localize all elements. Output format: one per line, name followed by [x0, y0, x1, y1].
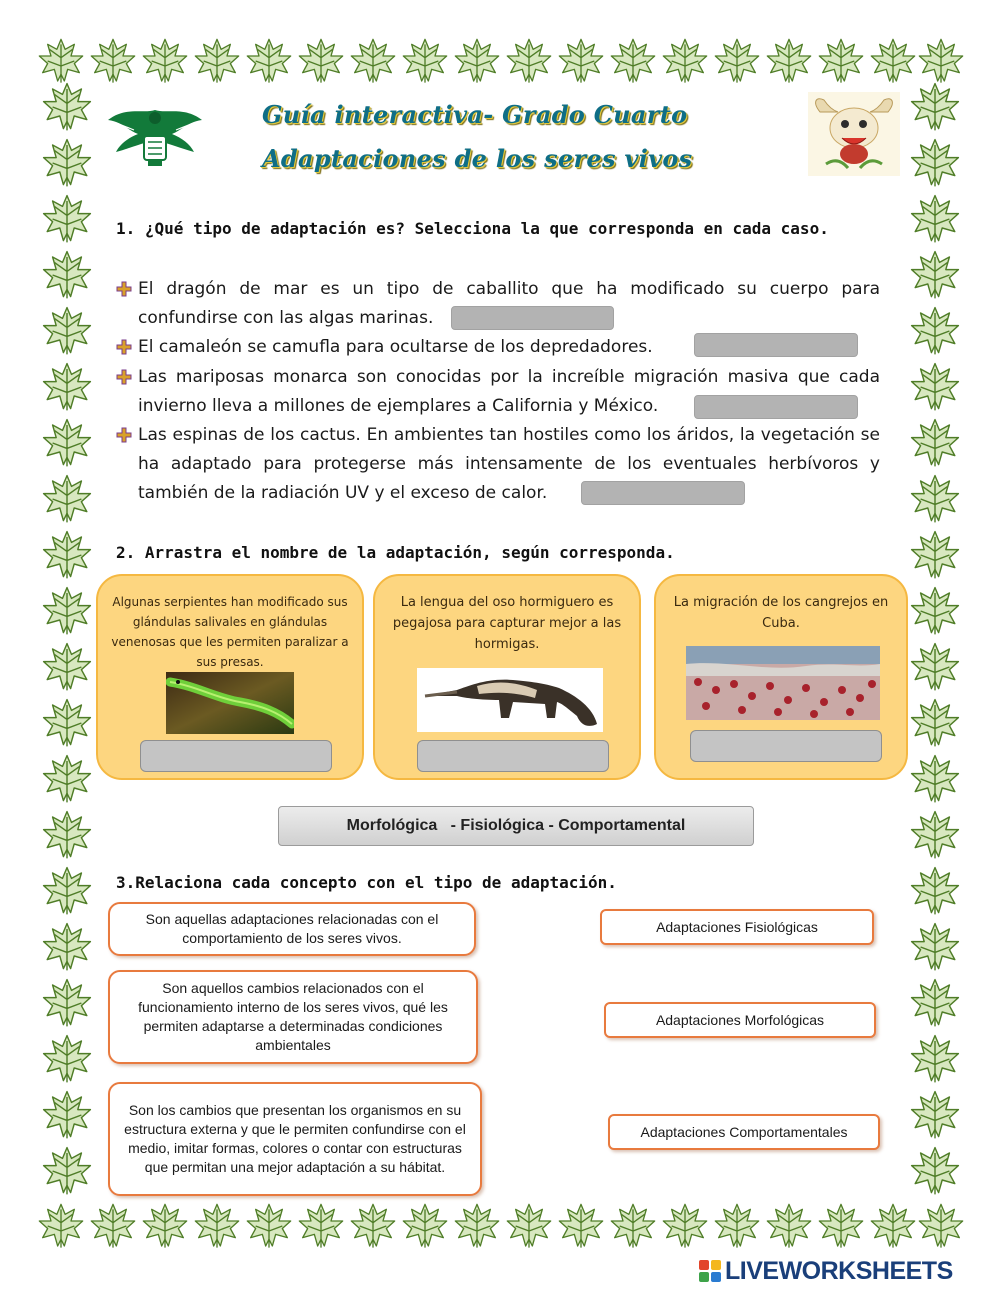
answer-select-1[interactable] — [451, 306, 614, 330]
bullet-plus-icon — [116, 281, 132, 297]
adaptation-type-box-3[interactable]: Adaptaciones Comportamentales — [608, 1114, 880, 1150]
drop-zone-2[interactable] — [417, 740, 609, 772]
anteater-photo — [417, 668, 603, 732]
card-text: Algunas serpientes han modificado sus glándulas salivales en glándulas venenosas que les permiten paralizar a sus presas. — [111, 595, 349, 669]
bull-mascot-logo-icon — [808, 92, 900, 176]
question-1-heading: 1. ¿Qué tipo de adaptación es? Selecciona la que corresponda en cada caso. — [116, 219, 829, 238]
worksheet-subtitle: Adaptaciones de los seres vivos — [262, 144, 693, 173]
statement-text: Las mariposas monarca son conocidas por la increíble migración masiva que cada invierno lleva a millones de ejemplares a California y México. — [138, 367, 880, 416]
concept-box-2[interactable]: Son aquellos cambios relacionados con el funcionamiento interno de los seres vivos, qué les permiten adaptarse a determinadas condiciones ambientales — [108, 970, 478, 1064]
drop-zone-1[interactable] — [140, 740, 332, 772]
card-snake — [96, 574, 364, 780]
card-text: La lengua del oso hormiguero es pegajosa para capturar mejor a las hormigas. — [392, 595, 622, 652]
card-text: La migración de los cangrejos en Cuba. — [673, 595, 889, 631]
bullet-plus-icon — [116, 369, 132, 385]
concept-box-1[interactable]: Son aquellas adaptaciones relacionadas con el comportamiento de los seres vivos. — [108, 902, 476, 956]
liveworksheets-logo-icon — [698, 1259, 722, 1283]
bullet-plus-icon — [116, 339, 132, 355]
word-bank-options[interactable]: Morfológica - Fisiológica - Comportamental — [278, 806, 754, 846]
statement-text: El camaleón se camufla para ocultarse de los depredadores. — [138, 337, 653, 357]
question-3-heading: 3.Relaciona cada concepto con el tipo de adaptación. — [116, 873, 617, 892]
answer-select-4[interactable] — [581, 481, 745, 505]
statement-text: Las espinas de los cactus. En ambientes tan hostiles como los áridos, la vegetación se ha adaptado para protegerse más intensamente de los eventuales herbívoros y también de la radiación UV y el exceso de calor. — [138, 425, 880, 503]
school-eagle-logo-icon — [104, 100, 206, 172]
statement-4 — [116, 421, 880, 508]
answer-select-2[interactable] — [694, 333, 858, 357]
leaf-border-right — [904, 80, 966, 1204]
drop-zone-3[interactable] — [690, 730, 882, 762]
liveworksheets-brand[interactable] — [698, 1257, 994, 1285]
worksheet-title: Guía interactiva- Grado Cuarto — [262, 100, 688, 129]
statement-text: El dragón de mar es un tipo de caballito que ha modificado su cuerpo para confundirse con las algas marinas. — [138, 279, 880, 328]
leaf-border-bottom — [36, 1198, 966, 1254]
adaptation-type-box-2[interactable]: Adaptaciones Morfológicas — [604, 1002, 876, 1038]
answer-select-3[interactable] — [694, 395, 858, 419]
brand-text: LIVEWORKSHEETS — [725, 1256, 953, 1285]
leaf-border-top — [36, 36, 966, 86]
leaf-border-left — [36, 80, 98, 1204]
bullet-plus-icon — [116, 427, 132, 443]
adaptation-type-box-1[interactable]: Adaptaciones Fisiológicas — [600, 909, 874, 945]
card-crabs — [654, 574, 908, 780]
crabs-photo — [686, 646, 880, 720]
concept-box-3[interactable]: Son los cambios que presentan los organismos en su estructura externa y que le permiten confundirse con el medio, imitar formas, colores o contar con estructuras que permitan una mejor adaptación a su hábitat. — [108, 1082, 482, 1196]
card-anteater — [373, 574, 641, 780]
snake-photo — [166, 672, 294, 734]
question-2-heading: 2. Arrastra el nombre de la adaptación, según corresponda. — [116, 543, 675, 562]
